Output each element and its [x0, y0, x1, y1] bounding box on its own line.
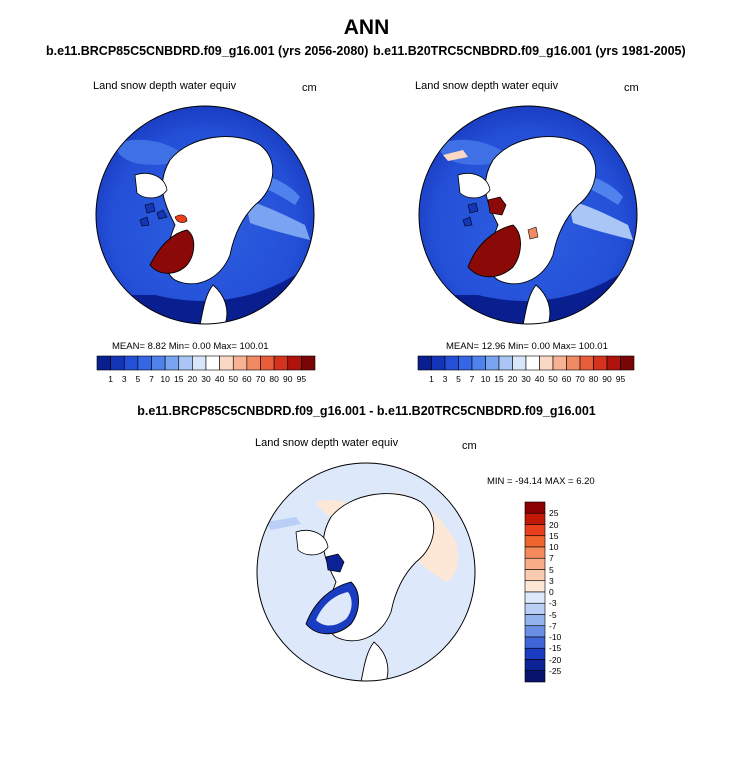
colorbar-tick-label: 30	[521, 374, 531, 384]
colorbar-tick-label: 3	[121, 374, 127, 384]
right-stats: MEAN= 12.96 Min= 0.00 Max= 100.01	[446, 341, 608, 352]
vcolorbar-tick-label: -5	[549, 609, 557, 620]
vcolorbar-tick-label: 0	[549, 587, 554, 597]
colorbar-swatch	[138, 356, 152, 370]
difference-colorbar-labels	[549, 502, 579, 682]
colorbar-swatch	[192, 356, 206, 370]
right-case-title: b.e11.B20TRC5CNBDRD.f09_g16.001 (yrs 1981-2005)	[373, 44, 686, 58]
vcolorbar-tick-label: -20	[549, 654, 562, 665]
left-colorbar-ticks	[97, 374, 315, 386]
vcolorbar-tick-label: 10	[549, 542, 559, 552]
colorbar-tick-label: 95	[296, 374, 307, 384]
vcolorbar-tick-label: 7	[549, 553, 554, 564]
diff-stats: MIN = -94.14 MAX = 6.20	[487, 476, 595, 487]
colorbar-swatch	[152, 356, 166, 370]
left-case-title: b.e11.BRCP85C5CNBDRD.f09_g16.001 (yrs 2056-2080)	[46, 44, 369, 58]
vcolorbar-swatch	[525, 671, 545, 682]
colorbar-tick-label: 15	[174, 374, 184, 384]
colorbar-swatch	[445, 356, 459, 370]
colorbar-swatch	[261, 356, 275, 370]
left-polar-map	[95, 105, 315, 325]
right-units-label: cm	[624, 82, 639, 94]
vcolorbar-swatch	[525, 502, 545, 513]
colorbar-tick-label: 70	[575, 374, 585, 384]
vcolorbar-swatch	[525, 648, 545, 659]
colorbar-tick-label: 40	[214, 374, 225, 384]
colorbar-swatch	[580, 356, 594, 370]
vcolorbar-tick-label: -15	[549, 643, 562, 654]
vcolorbar-swatch	[525, 525, 545, 536]
figure-title: ANN	[343, 16, 390, 39]
colorbar-tick-label: 1	[429, 374, 434, 384]
vcolorbar-swatch	[525, 547, 545, 558]
colorbar-swatch	[432, 356, 446, 370]
colorbar-swatch	[220, 356, 234, 370]
colorbar-swatch	[540, 356, 554, 370]
colorbar-swatch	[513, 356, 527, 370]
right-variable-label: Land snow depth water equiv	[415, 80, 559, 92]
colorbar-swatch	[288, 356, 302, 370]
colorbar-swatch	[607, 356, 621, 370]
colorbar-tick-label: 60	[561, 374, 572, 384]
colorbar-swatch	[233, 356, 247, 370]
colorbar-tick-label: 90	[283, 374, 293, 384]
colorbar-tick-label: 50	[228, 374, 238, 384]
colorbar-swatch	[124, 356, 138, 370]
colorbar-swatch	[179, 356, 193, 370]
colorbar-swatch	[111, 356, 125, 370]
vcolorbar-swatch	[525, 536, 545, 547]
vcolorbar-tick-label: -10	[549, 632, 562, 642]
diff-units-label: cm	[462, 440, 477, 452]
colorbar-swatch	[418, 356, 432, 370]
colorbar-tick-label: 30	[201, 374, 211, 384]
left-colorbar	[97, 356, 315, 370]
vcolorbar-tick-label: 5	[549, 564, 554, 575]
colorbar-swatch	[499, 356, 513, 370]
vcolorbar-swatch	[525, 581, 545, 592]
colorbar-swatch	[526, 356, 540, 370]
colorbar-swatch	[486, 356, 500, 370]
vcolorbar-swatch	[525, 626, 545, 637]
colorbar-tick-label: 3	[442, 374, 448, 384]
vcolorbar-swatch	[525, 592, 545, 603]
vcolorbar-swatch	[525, 603, 545, 614]
vcolorbar-tick-label: -3	[549, 598, 557, 609]
colorbar-swatch	[247, 356, 261, 370]
right-polar-map	[418, 105, 638, 325]
colorbar-swatch	[621, 356, 635, 370]
vcolorbar-tick-label: 3	[549, 575, 554, 586]
colorbar-tick-label: 90	[602, 374, 612, 384]
colorbar-swatch	[274, 356, 288, 370]
colorbar-tick-label: 80	[269, 374, 279, 384]
colorbar-tick-label: 5	[456, 374, 461, 384]
vcolorbar-tick-label: 20	[549, 519, 559, 530]
vcolorbar-tick-label: -25	[549, 665, 562, 676]
colorbar-swatch	[301, 356, 315, 370]
colorbar-swatch	[472, 356, 486, 370]
colorbar-tick-label: 7	[149, 374, 154, 384]
colorbar-swatch	[553, 356, 567, 370]
vcolorbar-swatch	[525, 660, 545, 671]
vcolorbar-tick-label: 15	[549, 530, 559, 541]
colorbar-tick-label: 10	[480, 374, 491, 384]
right-colorbar	[418, 356, 634, 370]
difference-colorbar	[525, 502, 545, 682]
diff-variable-label: Land snow depth water equiv	[255, 437, 399, 449]
right-colorbar-ticks	[418, 374, 634, 386]
colorbar-tick-label: 40	[534, 374, 545, 384]
vcolorbar-tick-label: -7	[549, 620, 557, 631]
colorbar-swatch	[97, 356, 111, 370]
difference-title: b.e11.BRCP85C5CNBDRD.f09_g16.001 - b.e11.B20TRC5CNBDRD.f09_g16.001	[137, 404, 596, 418]
vcolorbar-swatch	[525, 615, 545, 626]
colorbar-tick-label: 20	[507, 374, 518, 384]
colorbar-tick-label: 5	[135, 374, 141, 384]
vcolorbar-swatch	[525, 570, 545, 581]
colorbar-tick-label: 1	[108, 374, 113, 384]
colorbar-tick-label: 80	[588, 374, 599, 384]
colorbar-swatch	[459, 356, 473, 370]
vcolorbar-swatch	[525, 637, 545, 648]
colorbar-swatch	[567, 356, 581, 370]
colorbar-swatch	[165, 356, 179, 370]
colorbar-tick-label: 70	[255, 374, 266, 384]
colorbar-swatch	[594, 356, 608, 370]
colorbar-tick-label: 20	[187, 374, 198, 384]
vcolorbar-swatch	[525, 513, 545, 524]
colorbar-tick-label: 10	[160, 374, 170, 384]
vcolorbar-tick-label: 25	[549, 508, 559, 519]
left-units-label: cm	[302, 82, 317, 94]
difference-polar-map	[256, 462, 476, 682]
colorbar-tick-label: 15	[494, 374, 504, 384]
colorbar-tick-label: 50	[548, 374, 558, 384]
vcolorbar-swatch	[525, 558, 545, 569]
left-stats: MEAN= 8.82 Min= 0.00 Max= 100.01	[112, 341, 269, 352]
colorbar-swatch	[206, 356, 220, 370]
colorbar-tick-label: 60	[242, 374, 252, 384]
colorbar-tick-label: 7	[469, 374, 475, 384]
colorbar-tick-label: 95	[615, 374, 626, 384]
left-variable-label: Land snow depth water equiv	[93, 80, 237, 92]
